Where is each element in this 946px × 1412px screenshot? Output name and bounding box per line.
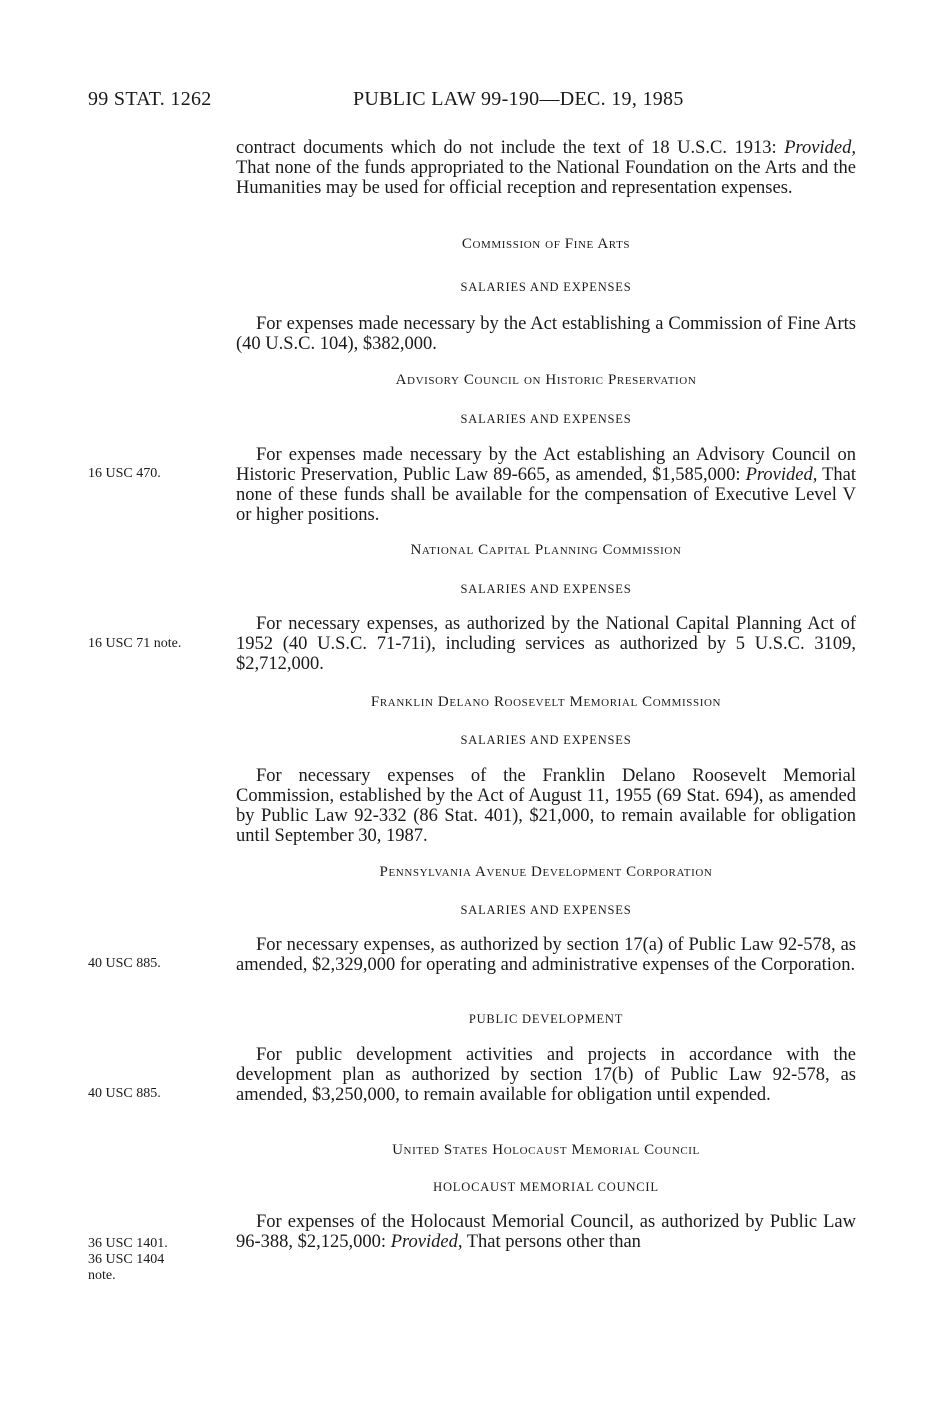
intro-provided: Provided,	[784, 138, 856, 158]
heading-holocaust: United States Holocaust Memorial Council	[392, 1142, 700, 1158]
historic-provided: Provided,	[745, 465, 818, 485]
subhead-public-dev: PUBLIC DEVELOPMENT	[468, 1012, 624, 1026]
heading-fine-arts: Commission of Fine Arts	[461, 236, 631, 252]
holocaust-text-a: For expenses of the Holocaust Memorial Council, as authorized by Public Law 96-388, $2,125,000:	[236, 1212, 856, 1252]
intro-paragraph	[236, 138, 856, 198]
heading-penn: Pennsylvania Avenue Development Corporation	[379, 864, 713, 880]
margin-note-penn: 40 USC 885.	[88, 956, 161, 971]
stat-citation: 99 STAT. 1262	[88, 88, 212, 110]
page-header	[88, 88, 748, 118]
historic-text-b: That none of these funds shall be available for the compensation of Executive Level V or higher positions.	[236, 465, 856, 525]
margin-note-holocaust	[88, 1236, 218, 1284]
heading-historic: Advisory Council on Historic Preservation	[395, 372, 697, 388]
para-penn: For necessary expenses, as authorized by section 17(a) of Public Law 92-578, as amended, $2,329,000 for operating and administrative expenses of the Corporation.	[236, 935, 856, 975]
margin-note-holocaust-3: note.	[88, 1268, 116, 1283]
holocaust-provided: Provided,	[390, 1232, 463, 1252]
margin-note-public-dev: 40 USC 885.	[88, 1086, 161, 1101]
para-holocaust	[236, 1212, 856, 1252]
para-fine-arts: For expenses made necessary by the Act establishing a Commission of Fine Arts (40 U.S.C. 104), $382,000.	[236, 314, 856, 354]
law-title: PUBLIC LAW 99-190—DEC. 19, 1985	[353, 88, 684, 110]
heading-capital: National Capital Planning Commission	[410, 542, 682, 558]
para-capital: For necessary expenses, as authorized by the National Capital Planning Act of 1952 (40 U.S.C. 71-71i), including services as authorized by 5 U.S.C. 3109, $2,712,000.	[236, 614, 856, 674]
subhead-fdr: SALARIES AND EXPENSES	[460, 733, 632, 747]
heading-fdr: Franklin Delano Roosevelt Memorial Commission	[370, 694, 722, 710]
subhead-holocaust: HOLOCAUST MEMORIAL COUNCIL	[433, 1180, 659, 1194]
margin-note-capital: 16 USC 71 note.	[88, 636, 182, 651]
intro-text-a: contract documents which do not include the text of 18 U.S.C. 1913:	[236, 138, 785, 158]
subhead-historic: SALARIES AND EXPENSES	[460, 412, 632, 426]
subhead-fine-arts: SALARIES AND EXPENSES	[460, 280, 632, 294]
margin-note-historic: 16 USC 470.	[88, 466, 161, 481]
holocaust-text-b: That persons other than	[462, 1232, 641, 1252]
para-public-dev: For public development activities and projects in accordance with the development plan as authorized by section 17(b) of Public Law 92-578, as amended, $3,250,000, to remain available for obligation until expended.	[236, 1045, 856, 1105]
margin-note-holocaust-2: 36 USC 1404	[88, 1252, 165, 1267]
para-fdr: For necessary expenses of the Franklin Delano Roosevelt Memorial Commission, established by the Act of August 11, 1955 (69 Stat. 694), as amended by Public Law 92-332 (86 Stat. 401), $21,000, to remain available for obligation until September 30, 1987.	[236, 766, 856, 846]
para-historic	[236, 445, 856, 525]
subhead-penn: SALARIES AND EXPENSES	[460, 903, 632, 917]
margin-note-holocaust-1: 36 USC 1401.	[88, 1236, 168, 1251]
intro-text-b: That none of the funds appropriated to the National Foundation on the Arts and the Humanities may be used for official reception and representation expenses.	[236, 158, 856, 198]
historic-text-a: For expenses made necessary by the Act establishing an Advisory Council on Historic Preservation, Public Law 89-665, as amended, $1,585,000:	[236, 445, 856, 485]
subhead-capital: SALARIES AND EXPENSES	[460, 582, 632, 596]
